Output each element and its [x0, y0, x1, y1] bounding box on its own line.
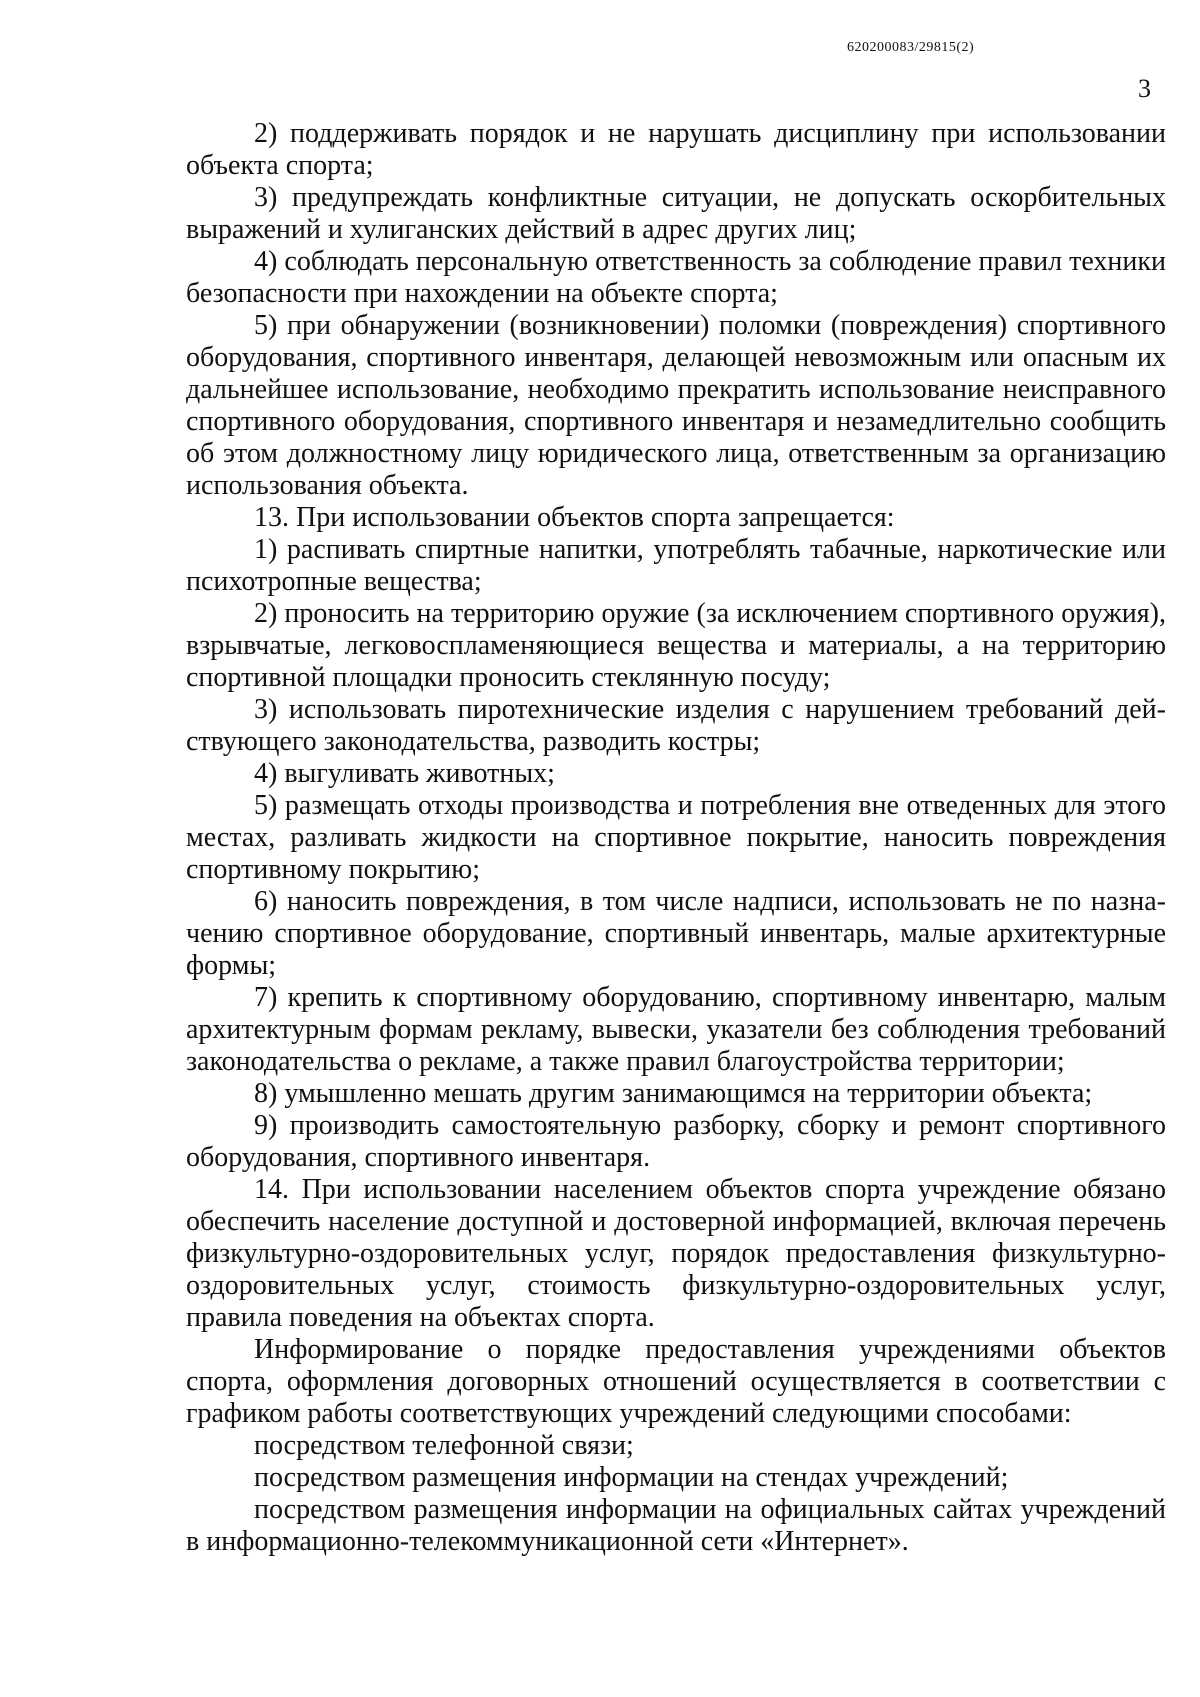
paragraph-method-stands: посредством размещения информации на стендах учреждений;: [254, 1462, 1009, 1493]
paragraph-rule-2: 2) поддерживать порядок и не нарушать дисциплину при использовании объекта спорта;: [186, 118, 1166, 181]
paragraph-prohibition-1: 1) распивать спиртные напитки, употреблять табачные, наркотические или психотропные вещества;: [186, 534, 1166, 597]
paragraph-prohibition-6: 6) наносить повреждения, в том числе надписи, использовать не по назначению спортивное оборудование, спортивный инвентарь, малые архитектурные формы;: [186, 886, 1166, 981]
paragraph-prohibition-9: 9) производить самостоятельную разборку, сборку и ремонт спортивного оборудования, спортивного инвентаря.: [186, 1110, 1166, 1173]
paragraph-rule-3: 3) предупреждать конфликтные ситуации, не допускать оскорбительных выражений и хулиганских действий в адрес других лиц;: [186, 182, 1166, 245]
paragraph-prohibition-5: 5) размещать отходы производства и потребления вне отведенных для этого местах, разливать жидкости на спортивное покрытие, наносить повреждения спортивному покрытию;: [186, 790, 1166, 885]
paragraph-prohibition-4: 4) выгуливать животных;: [254, 758, 555, 789]
paragraph-section-14: 14. При использовании населением объектов спорта учреждение обязано обеспечить население доступной и достоверной информацией, включая перечень физкультурно-оздоровительных услуг, порядок предоставления физкультурно-оздоровительных услуг, стоимость физкультурно-оздоровительных услуг, правила поведения на объектах спорта.: [186, 1174, 1166, 1333]
paragraph-prohibition-2: 2) проносить на территорию оружие (за исключением спортивного оружия), взрывчатые, легковоспламеняющиеся вещества и материалы, а на территорию спортивной площадки проносить стеклянную посуду;: [186, 598, 1166, 693]
paragraph-section-13: 13. При использовании объектов спорта запрещается:: [254, 502, 895, 533]
paragraph-method-phone: посредством телефонной связи;: [254, 1430, 634, 1461]
page-number: 3: [1138, 74, 1151, 103]
paragraph-prohibition-8: 8) умышленно мешать другим занимающимся на территории объекта;: [254, 1078, 1093, 1109]
paragraph-method-websites: посредством размещения информации на официальных сайтах учреждений в информационно-телекоммуникационной сети «Интернет».: [186, 1494, 1166, 1557]
paragraph-prohibition-7: 7) крепить к спортивному оборудованию, спортивному инвентарю, малым архитектурным формам рекламу, вывески, указатели без соблюдения требований законодательства о рекламе, а также правил благоустройства территории;: [186, 982, 1166, 1077]
document-code: 620200083/29815(2): [847, 40, 975, 55]
document-body: [186, 118, 1166, 1558]
paragraph-rule-5: 5) при обнаружении (возникновении) поломки (повреждения) спортивного оборудования, спортивного инвентаря, делающей невозможным или опасным их дальнейшее использование, необходимо прекратить использование неисправного спортивного оборудования, спортивного инвентаря и незамедлительно сообщить об этом должностному лицу юридического лица, ответственным за организацию использования объекта.: [186, 310, 1166, 501]
paragraph-rule-4: 4) соблюдать персональную ответственность за соблюдение правил техники безопасности при нахождении на объекте спорта;: [186, 246, 1166, 309]
paragraph-prohibition-3: 3) использовать пиротехнические изделия с нарушением требований действующего законодательства, разводить костры;: [186, 694, 1166, 757]
paragraph-informing: Информирование о порядке предоставления учреждениями объектов спорта, оформления договорных отношений осуществляется в соответствии с графиком работы соответствующих учреждений следующими способами:: [186, 1334, 1166, 1429]
